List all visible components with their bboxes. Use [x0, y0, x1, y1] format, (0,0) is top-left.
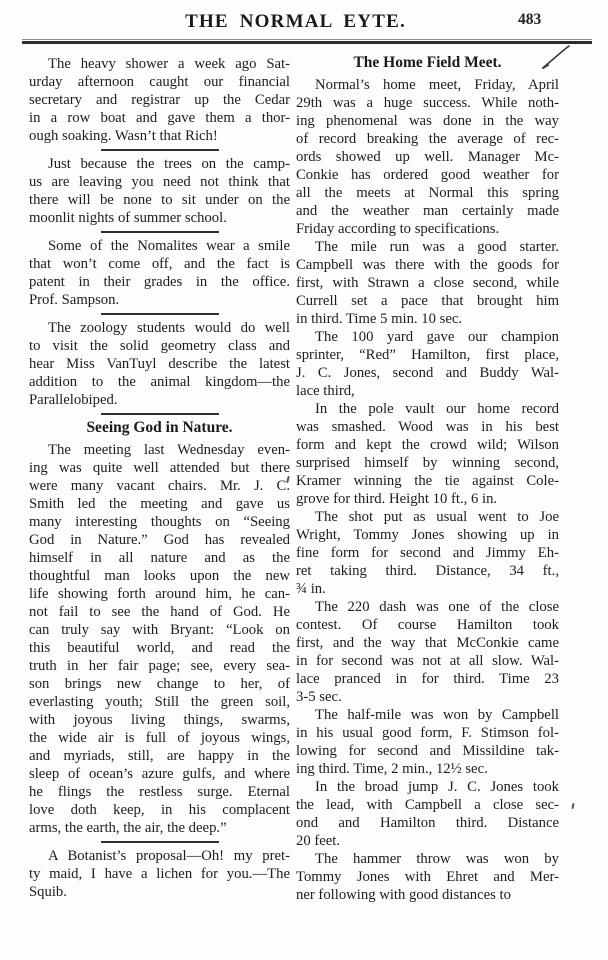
text-line: in his usual good form, F. Stimson fol-: [296, 725, 559, 741]
text-line: lowing for second and Missildine tak-: [296, 743, 559, 759]
text-line: addition to the animal kingdom—the: [29, 374, 290, 390]
text-line: Normal’s home meet, Friday, April: [315, 77, 559, 93]
text-line: ner following with good distances to: [296, 887, 511, 903]
text-line: were many vacant chairs. Mr. J. C.: [29, 478, 290, 494]
text-line: Smith led the meeting and gave us: [29, 496, 290, 512]
left-column: [29, 52, 290, 901]
paragraph: [296, 76, 559, 238]
right-column: [296, 52, 559, 904]
text-line: The heavy shower a week ago Sat-: [48, 56, 290, 72]
text-line: Kramer winning the tie against Cole-: [296, 473, 559, 489]
text-line: many interesting thoughts on “Seeing: [29, 514, 290, 530]
text-line: of record breaking the average of rec-: [296, 131, 559, 147]
text-line: The meeting last Wednesday even-: [48, 442, 290, 458]
text-line: sprinter, “Red” Hamilton, first place,: [296, 347, 559, 363]
text-line: 3-5 sec.: [296, 689, 342, 705]
paragraph: [296, 238, 559, 328]
article-heading: Seeing God in Nature.: [86, 419, 233, 436]
text-line: ty maid, I have a lichen for you.—The: [29, 866, 290, 882]
text-line: The half-mile was won by Campbell: [315, 707, 559, 723]
paragraph: [29, 441, 290, 837]
paragraph: [29, 847, 290, 901]
text-line: himself in all nature and as the: [29, 550, 290, 566]
text-line: fine form for second and Jimmy Eh-: [296, 545, 559, 561]
text-line: arms, the earth, the air, the deep.”: [29, 820, 227, 836]
text-line: this beautiful world, and read the: [29, 640, 290, 656]
text-line: was smashed. Wood was in his best: [296, 419, 559, 435]
paragraph: [29, 319, 290, 409]
text-line: Conkie has ordered good weather for: [296, 167, 559, 183]
text-line: Prof. Sampson.: [29, 292, 120, 308]
masthead: [28, 11, 563, 33]
text-line: ough soaking. Wasn’t that Rich!: [29, 128, 218, 144]
text-line: J. C. Jones, second and Buddy Wal-: [296, 365, 559, 381]
text-line: form and kept the crowd wild; Wilson: [296, 437, 559, 453]
text-line: and myriads, still, are happy in the: [29, 748, 290, 764]
paragraph: [296, 850, 559, 904]
page-number: 483: [518, 11, 542, 28]
paragraph: [296, 328, 559, 400]
text-line: The shot put as usual went to Joe: [315, 509, 559, 525]
text-line: Just because the trees on the camp-: [48, 156, 290, 172]
paragraph: [296, 778, 559, 850]
text-line: urday afternoon caught our financial: [29, 74, 290, 90]
text-line: ing was quite well attended but there: [29, 460, 290, 476]
text-line: ret taking third. Distance, 34 ft.,: [296, 563, 559, 579]
text-line: Parallelobiped.: [29, 392, 118, 408]
text-line: The zoology students would do well: [48, 320, 290, 336]
section-divider-rule: [101, 231, 219, 233]
text-line: the lead, with Campbell a close sec-: [296, 797, 559, 813]
header-rule: [22, 39, 592, 44]
text-line: can truly say with Bryant: “Look on: [29, 622, 290, 638]
paragraph: [296, 508, 559, 598]
text-line: in third. Time 5 min. 10 sec.: [296, 311, 463, 327]
text-line: hear Miss VanTuyl describe the latest: [29, 356, 290, 372]
text-line: In the broad jump J. C. Jones took: [315, 779, 559, 795]
text-line: first, and the way that McConkie came: [296, 635, 559, 651]
text-line: all the meets at Normal this spring: [296, 185, 559, 201]
paragraph: [29, 155, 290, 227]
text-line: there will be none to sit under on the: [29, 192, 290, 208]
text-line: in a row boat and gave them a thor-: [29, 110, 290, 126]
text-line: The hammer throw was won by: [315, 851, 559, 867]
section-divider-rule: [101, 149, 219, 151]
text-line: God in Nature.” God has revealed: [29, 532, 290, 548]
text-line: A Botanist’s proposal—Oh! my pret-: [48, 848, 290, 864]
paragraph: [29, 55, 290, 145]
paragraph: [29, 237, 290, 309]
text-line: patent in their grades in the office.: [29, 274, 290, 290]
text-line: moonlit nights of summer school.: [29, 210, 227, 226]
text-line: The mile run was a good starter.: [315, 239, 559, 255]
header-rule-thick-line: [22, 41, 592, 43]
text-line: Friday according to specifications.: [296, 221, 500, 237]
text-line: love doth keep, in his complacent: [29, 802, 290, 818]
text-line: ords showed up well. Manager Mc-: [296, 149, 559, 165]
text-line: the wide air is full of joyous wings,: [29, 730, 290, 746]
section-divider-rule: [101, 841, 219, 843]
paragraph: [296, 400, 559, 508]
text-line: Some of the Nomalites wear a smile: [48, 238, 290, 254]
text-line: Campbell was there with the goods for: [296, 257, 559, 273]
text-line: The 100 yard gave our champion: [315, 329, 559, 345]
paragraph: [296, 598, 559, 706]
text-line: secretary and registrar up the Cedar: [29, 92, 290, 108]
text-line: In the pole vault our home record: [315, 401, 559, 417]
text-line: lace third,: [296, 383, 355, 399]
text-line: not fail to see the hand of God. He: [29, 604, 290, 620]
masthead-title: THE NORMAL EYTE.: [185, 11, 406, 32]
text-line: and the weather man certainly made: [296, 203, 559, 219]
header-rule-thin-line: [22, 39, 592, 40]
text-line: everlasting youth; Still the green soil,: [29, 694, 290, 710]
text-line: lace pranced in for third. Time 23: [296, 671, 559, 687]
text-line: ing phenomenal was done in the way: [296, 113, 559, 129]
text-line: to visit the solid geometry class and: [29, 338, 290, 354]
text-line: grove for third. Height 10 ft., 6 in.: [296, 491, 498, 507]
text-line: that won’t come off, and the fact is: [29, 256, 290, 272]
text-line: Tommy Jones with Ehret and Mer-: [296, 869, 559, 885]
text-line: son brings new change to her, of: [29, 676, 290, 692]
section-divider-rule: [101, 413, 219, 415]
paragraph: [296, 706, 559, 778]
text-line: Wright, Tommy Jones showing up in: [296, 527, 559, 543]
text-line: thoughtful man looks upon the new: [29, 568, 290, 584]
text-line: 29th was a huge success. While noth-: [296, 95, 559, 111]
text-line: ond and Hamilton third. Distance: [296, 815, 559, 831]
text-line: ¾ in.: [296, 581, 326, 597]
text-line: ing third. Time, 2 min., 12½ sec.: [296, 761, 488, 777]
text-line: in for second was not at all slow. Wal-: [296, 653, 559, 669]
text-line: 20 feet.: [296, 833, 341, 849]
ink-speck: [571, 803, 574, 809]
text-line: first, with Strawn a close second, while: [296, 275, 559, 291]
text-line: The 220 dash was one of the close: [315, 599, 559, 615]
text-line: he flings the restless surge. Eternal: [29, 784, 290, 800]
text-line: with joyous living things, swarms,: [29, 712, 290, 728]
text-line: sleep of ocean’s azure gulfs, and where: [29, 766, 290, 782]
text-line: us are leaving you need not think that: [29, 174, 290, 190]
section-divider-rule: [101, 313, 219, 315]
text-line: Currell set a pace that brought him: [296, 293, 559, 309]
text-line: life showing forth around him, he can-: [29, 586, 290, 602]
text-line: contest. Of course Hamilton took: [296, 617, 559, 633]
text-line: Squib.: [29, 884, 67, 900]
article-heading: The Home Field Meet.: [353, 54, 502, 71]
text-line: surprised himself by winning second,: [296, 455, 559, 471]
text-line: truth in her fair page; see, every sea-: [29, 658, 290, 674]
